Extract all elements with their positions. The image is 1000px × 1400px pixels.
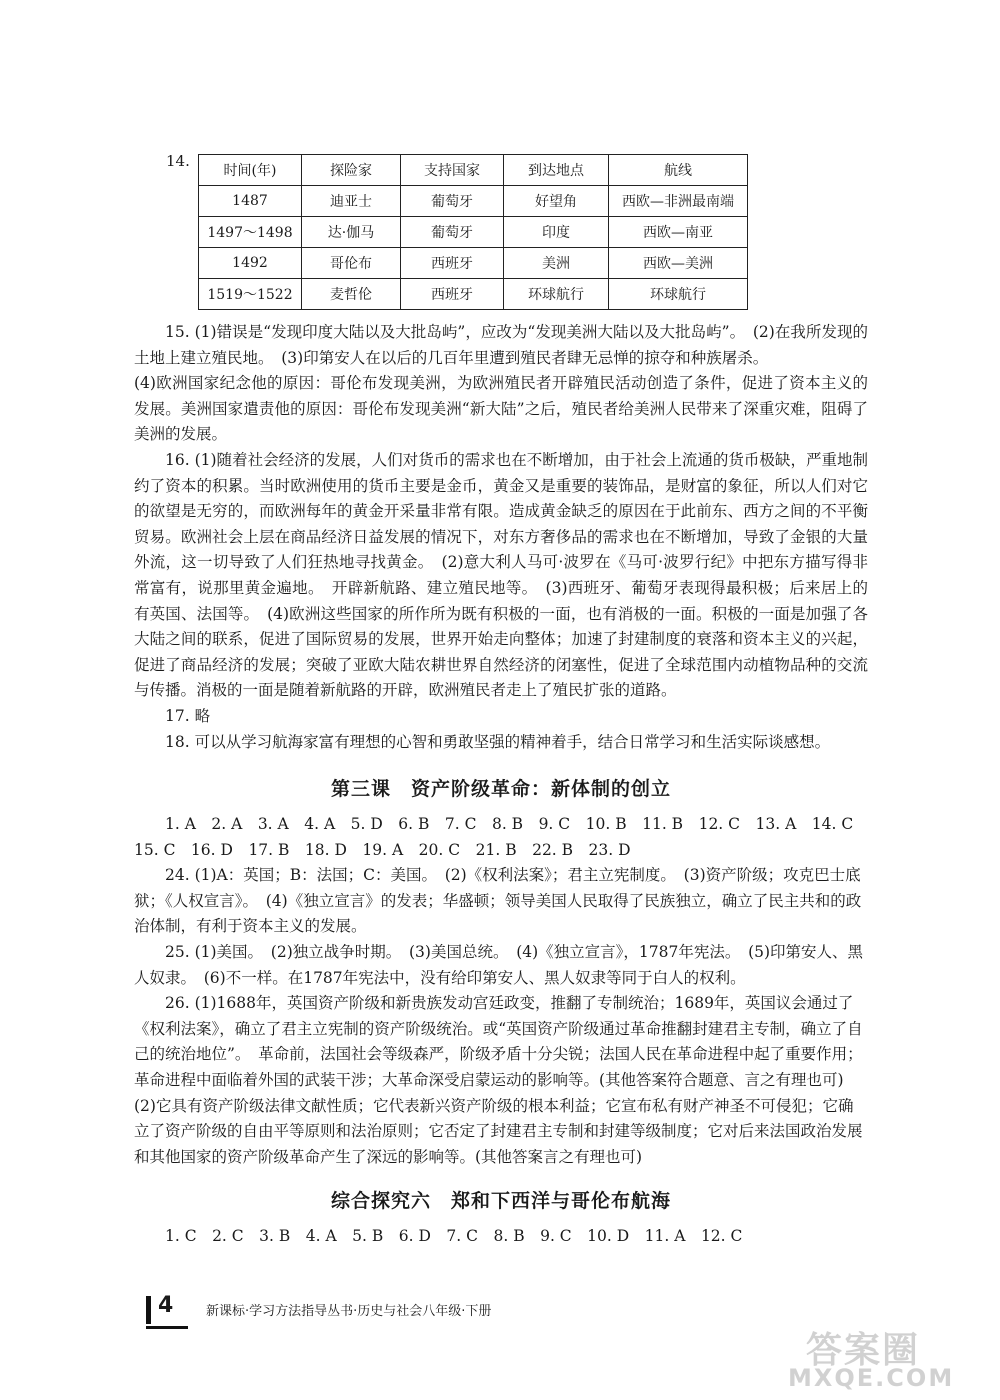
table-row: [199, 217, 748, 248]
header-destination: 到达地点: [504, 155, 609, 186]
lesson3-title: 第三课 资产阶级革命：新体制的创立: [330, 778, 671, 800]
book-series-title: 新课标·学习方法指导丛书·历史与社会八年级·下册: [206, 1304, 492, 1319]
table-cell: 西班牙: [401, 248, 504, 279]
table-cell: 葡萄牙: [401, 217, 504, 248]
table-cell: 1519～1522: [199, 279, 302, 310]
table-cell: 环球航行: [609, 279, 748, 310]
table-cell: 达·伽马: [302, 217, 401, 248]
header-time: 时间(年): [199, 155, 302, 186]
table-cell: 西欧—非洲最南端: [609, 186, 748, 217]
watermark-logo: [782, 1322, 992, 1394]
footer-bar: [146, 1296, 151, 1324]
table-cell: 西欧—南亚: [609, 217, 748, 248]
table-cell: 迪亚士: [302, 186, 401, 217]
table-cell: 1487: [199, 186, 302, 217]
table-cell: 哥伦布: [302, 248, 401, 279]
table-cell: 葡萄牙: [401, 186, 504, 217]
table-header-row: [199, 155, 748, 186]
table-row: [199, 186, 748, 217]
header-route: 航线: [609, 155, 748, 186]
footer-rule: [146, 1326, 188, 1329]
answer-16: 16. (1)随着社会经济的发展，人们对货币的需求也在不断增加，由于社会上流通的货币极缺，严重地制约了资本的积累。当时欧洲使用的货币主要是金币，黄金又是重要的装饰品，是财富的象征，所以人们对它的欲望是无穷的，而欧洲每年的黄金开采量非常有限。造成黄金缺乏的原因在于此前东、西方之间的不平衡贸易。欧洲社会上层在商品经济日益发展的情况下，对东方奢侈品的需求也在不断增加，导致了金银的大量外流，这一切导致了人们狂热地寻找黄金。 (2)意大利人马可·波罗在《马可·波罗行纪》中把东方描写得非常富有，说那里黄金遍地。 开辟新航路、建立殖民地等。 (3)西班牙、葡萄牙表现得最积极；后来居上的有英国、法国等。 (4)欧洲这些国家的所作所为既有积极的一面，也有消极的一面。积极的一面是加强了各大陆之间的联系，促进了国际贸易的发展，世界开始走向整体；加速了封建制度的衰落和资本主义的兴起，促进了商品经济的发展；突破了亚欧大陆农耕世界自然经济的闭塞性，促进了全球范围内动植物品种的交流与传播。消极的一面是随着新航路的开辟，欧洲殖民者走上了殖民扩张的道路。: [134, 450, 868, 700]
lesson3-mc-line1: 1. A 2. A 3. A 4. A 5. D 6. B 7. C 8. B 9. C 10. B 11. B 12. C 13. A 14. C: [165, 815, 854, 833]
inquiry6-answers: [134, 1224, 868, 1250]
header-explorer: 探险家: [302, 155, 401, 186]
table-cell: 印度: [504, 217, 609, 248]
watermark-text: 答案圈: [806, 1330, 921, 1371]
answer-25: 25. (1)美国。 (2)独立战争时期。 (3)美国总统。 (4)《独立宣言》，1787年宪法。 (5)印第安人、黑人奴隶。 (6)不一样。在1787年宪法中，没有给印第安人、黑人奴隶等同于白人的权利。: [134, 942, 864, 987]
answers-15-18: [134, 320, 868, 755]
answer-26-part2: (2)它具有资产阶级法律文献性质；它代表新兴资产阶级的根本利益；它宣布私有财产神圣不可侵犯；它确立了资产阶级的自由平等原则和法治原则；它否定了封建君主专制和封建等级制度；它对后来法国政治发展和其他国家的资产阶级革命产生了深远的影响等。(其他答案言之有理也可): [134, 1096, 863, 1166]
watermark-url: MXQE.COM: [788, 1364, 955, 1392]
answer-26-part1: 26. (1)1688年，英国资产阶级和新贵族发动宫廷政变，推翻了专制统治；1689年，英国议会通过了《权利法案》，确立了君主立宪制的资产阶级统治。或“英国资产阶级通过革命推翻封建君主专制，确立了自己的统治地位”。 革命前，法国社会等级森严，阶级矛盾十分尖锐；法国人民在革命进程中起了重要作用；革命进程中面临着外国的武装干涉；大革命深受启蒙运动的影响等。(其他答案符合题意、言之有理也可): [134, 994, 863, 1089]
table-cell: 美洲: [504, 248, 609, 279]
answer-17: 17. 略: [165, 706, 211, 725]
table-cell: 好望角: [504, 186, 609, 217]
table-row: [199, 279, 748, 310]
table-cell: 麦哲伦: [302, 279, 401, 310]
lesson3-answers: [134, 812, 868, 1170]
lesson3-mc-line2: 15. C 16. D 17. B 18. D 19. A 20. C 21. B 22. B 23. D: [134, 840, 631, 859]
question-14-number: 14.: [166, 152, 190, 170]
answer-15-part1: 15. (1)错误是“发现印度大陆以及大批岛屿”，应改为“发现美洲大陆以及大批岛屿”。 (2)在我所发现的土地上建立殖民地。 (3)印第安人在以后的几百年里遭到殖民者肆无忌惮的掠夺和种族屠杀。: [134, 323, 868, 367]
table-cell: 西班牙: [401, 279, 504, 310]
table-row: [199, 248, 748, 279]
answer-24: 24. (1)A：英国；B：法国；C：美国。 (2)《权利法案》；君主立宪制度。 (3)资产阶级；攻克巴士底狱；《人权宣言》。 (4)《独立宣言》的发表；华盛顿；领导美国人民取得了民族独立，确立了民主共和的政治体制，有利于资本主义的发展。: [134, 866, 862, 936]
header-country: 支持国家: [401, 155, 504, 186]
table-cell: 1492: [199, 248, 302, 279]
table-cell: 环球航行: [504, 279, 609, 310]
page-number: 4: [158, 1293, 174, 1318]
explorers-table: [198, 154, 748, 310]
answer-18: 18. 可以从学习航海家富有理想的心智和勇敢坚强的精神着手，结合日常学习和生活实际谈感想。: [165, 732, 831, 751]
answer-15-part2: (4)欧洲国家纪念他的原因：哥伦布发现美洲，为欧洲殖民者开辟殖民活动创造了条件，促进了资本主义的发展。美洲国家遣责他的原因：哥伦布发现美洲“新大陆”之后，殖民者给美洲人民带来了深重灾难，阻碍了美洲的发展。: [134, 374, 868, 444]
inquiry6-mc-line: 1. C 2. C 3. B 4. A 5. B 6. D 7. C 8. B 9. C 10. D 11. A 12. C: [165, 1227, 743, 1245]
inquiry6-title: 综合探究六 郑和下西洋与哥伦布航海: [330, 1190, 671, 1212]
table-cell: 西欧—美洲: [609, 248, 748, 279]
table-cell: 1497～1498: [199, 217, 302, 248]
